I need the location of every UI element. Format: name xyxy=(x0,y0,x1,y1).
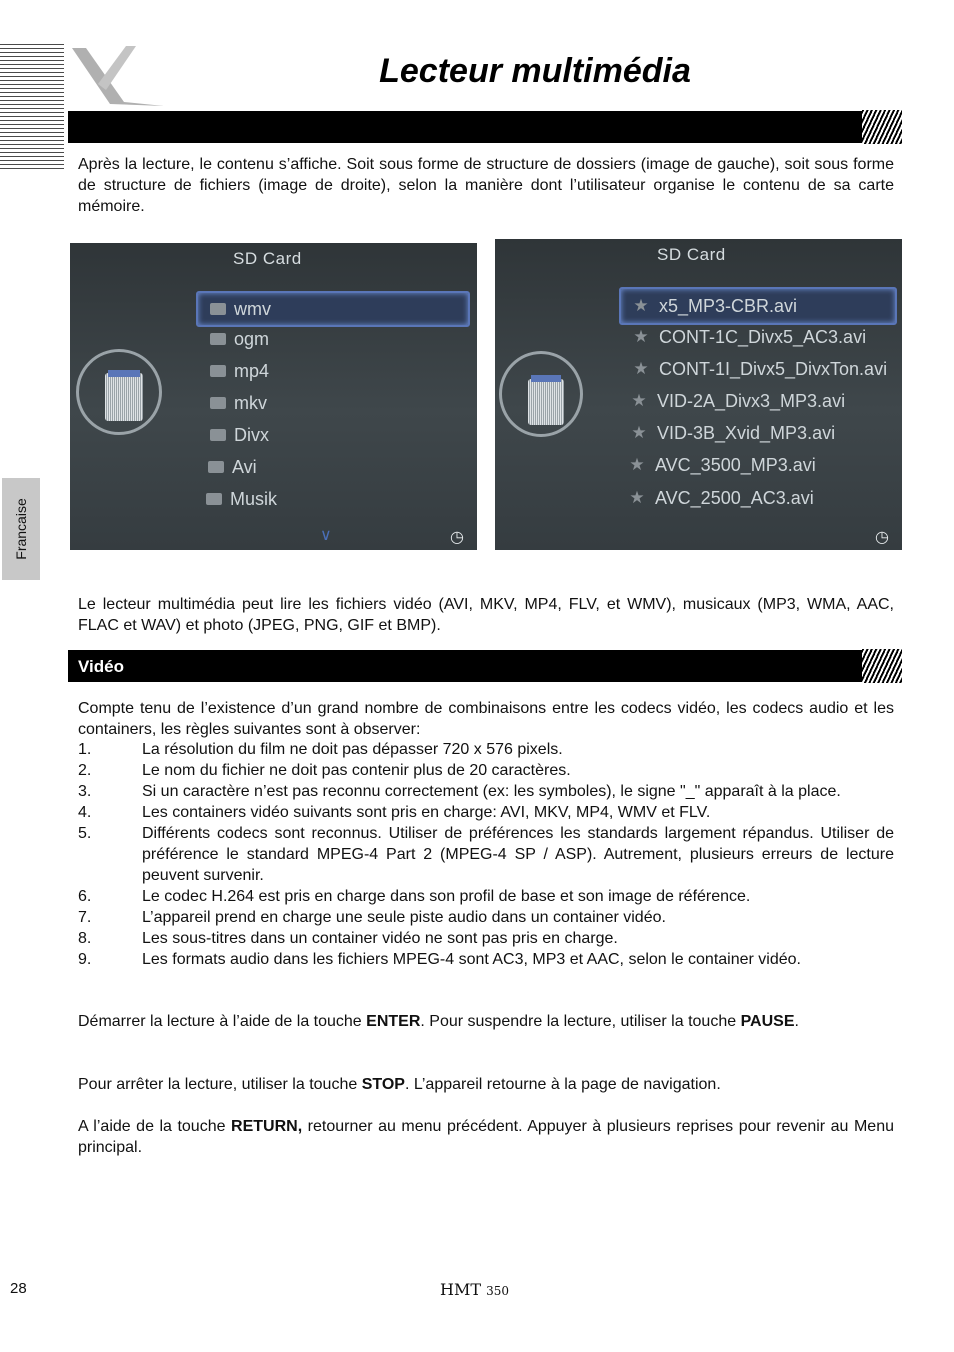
folder-icon xyxy=(210,429,226,441)
sd-card-icon xyxy=(528,379,564,425)
list-item: 8. Les sous-titres dans un container vidéo ne sont pas pris en charge. xyxy=(78,930,618,947)
section-bar-top xyxy=(68,111,902,143)
section-bar-video-pattern xyxy=(862,649,902,683)
file-item[interactable]: ★ VID-3B_Xvid_MP3.avi xyxy=(629,419,835,447)
stop-key-label: STOP xyxy=(361,1076,405,1093)
folder-item[interactable]: Musik xyxy=(206,485,277,513)
file-item[interactable]: ★ AVC_3500_MP3.avi xyxy=(627,451,816,479)
screen-file-view xyxy=(495,239,902,550)
file-item[interactable]: ★ AVC_2500_AC3.avi xyxy=(627,484,814,512)
list-item: 5. Différents codecs sont reconnus. Utiliser de préférences les standards largement répandus. Utiliser de préférence le standard MPEG-4 Part 2 (MPEG-4 SP / ASP). Autrement, plusieurs erreurs de lecture peuvent survenir. xyxy=(78,825,894,884)
file-item[interactable]: ★ x5_MP3-CBR.avi xyxy=(619,287,897,325)
chevron-down-icon[interactable]: ∨ xyxy=(320,527,332,544)
section-heading-video: Vidéo xyxy=(78,657,124,676)
page-number: 28 xyxy=(10,1280,27,1297)
wifi-icon: ◷ xyxy=(875,529,889,546)
folder-icon xyxy=(206,493,222,505)
return-paragraph: A l’aide de la touche RETURN, retourner au menu précédent. Appuyer à plusieurs reprises pour revenir au Menu principal. xyxy=(78,1118,894,1156)
video-rules-list xyxy=(78,739,894,970)
intro-paragraph: Après la lecture, le contenu s’affiche. Soit sous forme de structure de dossiers (image de gauche), soit sous forme de structure de fichiers (image de droite), selon la manière dont l’utilisateur organise le contenu de sa carte mémoire. xyxy=(78,156,894,215)
folder-item[interactable]: Divx xyxy=(210,421,269,449)
folder-item[interactable]: wmv xyxy=(196,291,470,327)
list-item: 6. Le codec H.264 est pris en charge dans son profil de base et son image de référence. xyxy=(78,888,751,905)
folder-item[interactable]: ogm xyxy=(210,325,269,353)
video-file-icon: ★ xyxy=(633,359,649,378)
wifi-icon: ◷ xyxy=(450,529,464,546)
screen-left-title: SD Card xyxy=(233,249,302,268)
folder-item[interactable]: mp4 xyxy=(210,357,269,385)
model-name: HMT 350 xyxy=(440,1280,510,1299)
screen-folder-view xyxy=(70,243,477,550)
header-stripes xyxy=(0,44,64,172)
list-item: 4. Les containers vidéo suivants sont pris en charge: AVI, MKV, MP4, WMV et FLV. xyxy=(78,804,711,821)
folder-icon xyxy=(210,365,226,377)
screen-right-title: SD Card xyxy=(657,245,726,264)
folder-icon xyxy=(210,303,226,315)
list-item: 2. Le nom du fichier ne doit pas contenir plus de 20 caractères. xyxy=(78,762,571,779)
list-item: 3. Si un caractère n’est pas reconnu correctement (ex: les symboles), le signe "_" apparaît à la place. xyxy=(78,783,841,800)
video-file-icon: ★ xyxy=(631,391,647,410)
folder-icon xyxy=(208,461,224,473)
page-title: Lecteur multimédia xyxy=(379,52,691,90)
file-item[interactable]: ★ CONT-1I_Divx5_DivxTon.avi xyxy=(631,355,887,383)
video-file-icon: ★ xyxy=(633,327,649,346)
return-key-label: RETURN, xyxy=(231,1118,303,1135)
video-file-icon: ★ xyxy=(629,488,645,507)
brand-x-logo-icon xyxy=(66,40,166,112)
section-bar-top-pattern xyxy=(862,110,902,144)
folder-icon xyxy=(210,333,226,345)
sd-card-label xyxy=(108,370,140,377)
list-item: 1. La résolution du film ne doit pas dépasser 720 x 576 pixels. xyxy=(78,741,563,758)
folder-icon xyxy=(210,397,226,409)
video-intro-paragraph: Compte tenu de l’existence d’un grand nombre de combinaisons entre les codecs vidéo, les codecs audio et les containers, les règles suivantes sont à observer: xyxy=(78,700,894,738)
video-file-icon: ★ xyxy=(629,455,645,474)
sd-card-label xyxy=(531,375,561,382)
video-file-icon: ★ xyxy=(631,423,647,442)
file-item[interactable]: ★ CONT-1C_Divx5_AC3.avi xyxy=(631,323,866,351)
folder-item[interactable]: Avi xyxy=(208,453,257,481)
start-pause-paragraph: Démarrer la lecture à l’aide de la touche ENTER. Pour suspendre la lecture, utiliser la touche PAUSE. xyxy=(78,1013,799,1030)
stop-paragraph: Pour arrêter la lecture, utiliser la touche STOP. L’appareil retourne à la page de navigation. xyxy=(78,1076,721,1093)
sd-card-icon xyxy=(105,373,143,421)
folder-item[interactable]: mkv xyxy=(210,389,267,417)
enter-key-label: ENTER xyxy=(366,1013,421,1030)
section-bar-video xyxy=(68,650,902,682)
file-item[interactable]: ★ VID-2A_Divx3_MP3.avi xyxy=(629,387,845,415)
video-file-icon: ★ xyxy=(633,296,649,315)
language-tab-label: Francaise xyxy=(13,498,29,560)
list-item: 9. Les formats audio dans les fichiers MPEG-4 sont AC3, MP3 et AAC, selon le container vidéo. xyxy=(78,951,801,968)
pause-key-label: PAUSE xyxy=(740,1013,795,1030)
language-tab xyxy=(2,478,40,580)
formats-paragraph: Le lecteur multimédia peut lire les fichiers vidéo (AVI, MKV, MP4, FLV, et WMV), musicaux (MP3, WMA, AAC, FLAC et WAV) et photo (JPEG, PNG, GIF et BMP). xyxy=(78,596,894,634)
list-item: 7. L’appareil prend en charge une seule piste audio dans un container vidéo. xyxy=(78,909,666,926)
